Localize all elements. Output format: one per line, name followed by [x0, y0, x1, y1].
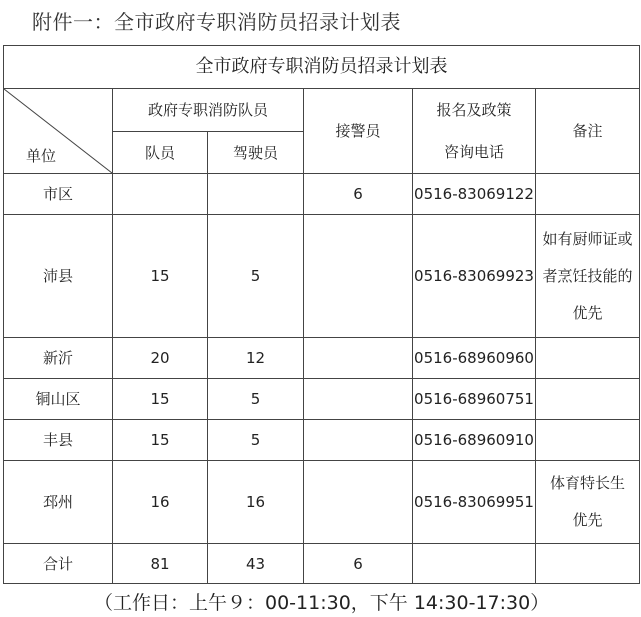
- table-row: [4, 461, 640, 544]
- recruitment-plan-table: [3, 45, 640, 584]
- dispatcher-cell: [304, 379, 413, 420]
- table-title: 全市政府专职消防员招录计划表: [4, 46, 640, 89]
- dispatcher-cell: [304, 338, 413, 379]
- drivers-header: 驾驶员: [208, 132, 304, 174]
- drivers-cell: 5: [208, 420, 304, 461]
- drivers-cell: 16: [208, 461, 304, 544]
- unit-cell: 沛县: [4, 215, 113, 338]
- unit-cell: 合计: [4, 544, 113, 584]
- table-row: [4, 338, 640, 379]
- table-row: [4, 544, 640, 584]
- dispatcher-cell: 6: [304, 544, 413, 584]
- dispatcher-cell: [304, 420, 413, 461]
- table-row: [4, 174, 640, 215]
- unit-cell: 市区: [4, 174, 113, 215]
- table-row: [4, 379, 640, 420]
- unit-cell: 新沂: [4, 338, 113, 379]
- phone-header-line1: 报名及政策: [436, 101, 512, 119]
- remark-cell: [536, 174, 640, 215]
- phone-cell: 0516-83069122: [413, 174, 536, 215]
- remark-cell: [536, 379, 640, 420]
- table-row: [4, 215, 640, 338]
- unit-header-cell: [4, 89, 113, 174]
- working-hours-note: （工作日：上午９：00-11:30，下午 14:30-17:30）: [94, 592, 550, 614]
- dispatcher-cell: [304, 461, 413, 544]
- drivers-cell: 5: [208, 379, 304, 420]
- members-cell: 15: [113, 420, 208, 461]
- members-cell: 15: [113, 215, 208, 338]
- remark-cell: [536, 420, 640, 461]
- remark-header: 备注: [536, 89, 640, 174]
- phone-cell: 0516-83069951: [413, 461, 536, 544]
- phone-cell: 0516-68960751: [413, 379, 536, 420]
- members-header: 队员: [113, 132, 208, 174]
- remark-text: 体育特长生优先: [550, 474, 626, 529]
- phone-header: [413, 89, 536, 174]
- members-cell: 15: [113, 379, 208, 420]
- document-heading: 附件一：全市政府专职消防员招录计划表: [32, 10, 401, 34]
- phone-cell: [413, 544, 536, 584]
- phone-cell: 0516-68960960: [413, 338, 536, 379]
- phone-cell: 0516-68960910: [413, 420, 536, 461]
- drivers-cell: 43: [208, 544, 304, 584]
- remark-cell: [536, 544, 640, 584]
- firefighters-header: 政府专职消防队员: [113, 89, 304, 132]
- unit-cell: 邳州: [4, 461, 113, 544]
- unit-cell: 丰县: [4, 420, 113, 461]
- remark-cell: [536, 461, 640, 544]
- members-cell: 20: [113, 338, 208, 379]
- drivers-cell: 12: [208, 338, 304, 379]
- table-row: [4, 420, 640, 461]
- dispatcher-cell: [304, 215, 413, 338]
- members-cell: 81: [113, 544, 208, 584]
- dispatcher-header: 接警员: [304, 89, 413, 174]
- drivers-cell: 5: [208, 215, 304, 338]
- unit-cell: 铜山区: [4, 379, 113, 420]
- remark-cell: [536, 215, 640, 338]
- diagonal-line: [4, 89, 112, 173]
- phone-cell: 0516-83069923: [413, 215, 536, 338]
- phone-header-line2: 咨询电话: [443, 143, 504, 161]
- remark-text: 如有厨师证或者烹饪技能的优先: [542, 229, 633, 322]
- unit-header: 单位: [26, 147, 57, 165]
- members-cell: [113, 174, 208, 215]
- remark-cell: [536, 338, 640, 379]
- members-cell: 16: [113, 461, 208, 544]
- drivers-cell: [208, 174, 304, 215]
- dispatcher-cell: 6: [304, 174, 413, 215]
